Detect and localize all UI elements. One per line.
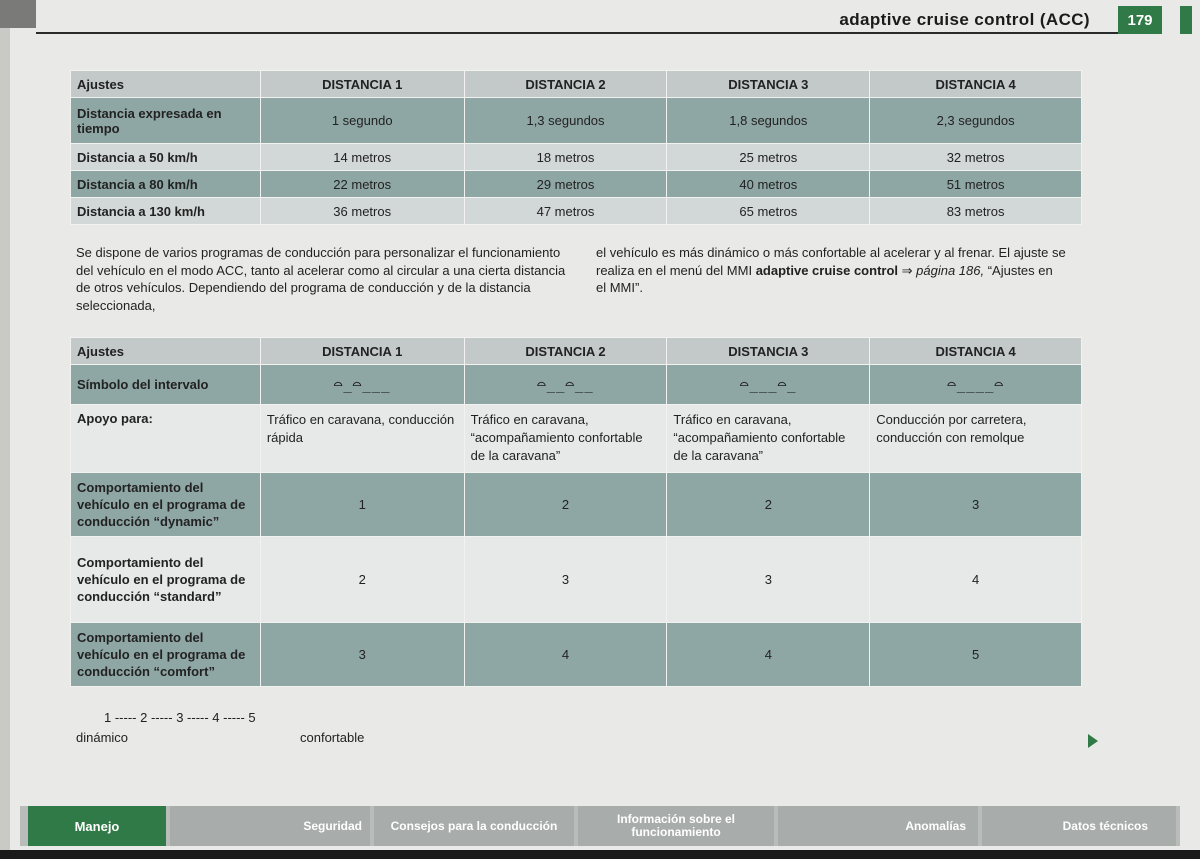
table-row [71,365,1082,405]
next-page-arrow-icon[interactable] [1088,734,1098,748]
intro-paragraph-right [596,244,1066,297]
table-cell: 14 metros [260,144,464,171]
table-cell: 65 metros [667,198,870,225]
table-cell: 3 [870,473,1082,537]
table-cell: 83 metros [870,198,1082,225]
page-edge [0,0,10,859]
row-label: Distancia expresada en tiempo [71,98,261,144]
interval-symbol-icon: ⌓_⌓___ [333,376,391,393]
nav-tab-anomalias[interactable]: Anomalías [778,806,978,846]
table-header-cell: DISTANCIA 3 [667,338,870,365]
table-cell: Conducción por carretera, conducción con remolque [870,405,1082,473]
table-cell: 1,3 segundos [464,98,667,144]
table-cell: 4 [870,537,1082,623]
page-reference-link[interactable]: página 186, [916,262,985,278]
row-label: Distancia a 130 km/h [71,198,261,225]
paragraph-text: el vehículo es más dinámico o más confortable al acelerar y al frenar. El ajuste se realiza en el menú del MMI [596,245,1066,278]
table-cell: 36 metros [260,198,464,225]
row-label: Comportamiento del vehículo en el programa de conducción “comfort” [71,623,261,687]
table-cell: 1,8 segundos [667,98,870,144]
bottom-edge [0,850,1200,859]
table-header-cell: Ajustes [71,71,261,98]
table-header-cell: DISTANCIA 4 [870,338,1082,365]
row-label: Distancia a 50 km/h [71,144,261,171]
scale-line: 1 ----- 2 ----- 3 ----- 4 ----- 5 [104,710,256,725]
table-row [71,171,1082,198]
table-cell: 32 metros [870,144,1082,171]
table-header-cell: DISTANCIA 1 [260,71,464,98]
table-cell: 2 [464,473,667,537]
table-cell: 47 metros [464,198,667,225]
table-header-cell: DISTANCIA 2 [464,71,667,98]
nav-tab-consejos[interactable]: Consejos para la conducción [374,806,574,846]
row-label: Comportamiento del vehículo en el programa de conducción “standard” [71,537,261,623]
table-cell: 3 [464,537,667,623]
nav-tab-manejo[interactable]: Manejo [28,806,166,846]
table-row [71,198,1082,225]
interval-symbol-icon: ⌓____⌓ [947,376,1004,393]
table-header-cell: DISTANCIA 2 [464,338,667,365]
table-cell: 1 segundo [260,98,464,144]
paragraph-bold-term: adaptive cruise control [755,262,899,278]
table-row [71,405,1082,473]
scale-left-label: dinámico [76,730,129,745]
table-cell: 3 [260,623,464,687]
table-cell: 18 metros [464,144,667,171]
driving-program-table [70,337,1082,687]
table-header-cell: DISTANCIA 1 [260,338,464,365]
page-header-title: adaptive cruise control (ACC) [839,10,1090,29]
table-cell: 51 metros [870,171,1082,198]
table-cell: 29 metros [464,171,667,198]
table-cell: 40 metros [667,171,870,198]
scale-right-label: confortable [300,730,365,745]
table-header-cell: Ajustes [71,338,261,365]
paragraph-arrow: ⇒ [898,262,917,278]
interval-symbol-icon: ⌓___⌓_ [740,376,797,393]
page-tab-marker [1180,6,1192,34]
table-row [71,473,1082,537]
table-cell: Tráfico en caravana, “acompañamiento confortable de la caravana” [464,405,667,473]
table-cell: 2,3 segundos [870,98,1082,144]
table-cell: 2 [260,537,464,623]
nav-tab-datos-tecnicos[interactable]: Datos técnicos [982,806,1176,846]
table-cell: 4 [667,623,870,687]
table-cell: 2 [667,473,870,537]
header-rule [36,32,1118,34]
table-row [71,623,1082,687]
corner-mark [0,0,36,28]
table-cell: 1 [260,473,464,537]
nav-tab-seguridad[interactable]: Seguridad [170,806,370,846]
table-cell: 3 [667,537,870,623]
nav-tab-informacion[interactable]: Información sobre el funcionamiento [578,806,774,846]
row-label: Distancia a 80 km/h [71,171,261,198]
interval-symbol-icon: ⌓__⌓__ [537,376,594,393]
row-label: Apoyo para: [71,405,261,473]
table-header-cell: DISTANCIA 4 [870,71,1082,98]
table-row [71,144,1082,171]
row-label: Símbolo del intervalo [71,365,261,405]
table-row [71,98,1082,144]
table-cell: 25 metros [667,144,870,171]
row-label: Comportamiento del vehículo en el programa de conducción “dynamic” [71,473,261,537]
page-number: 179 [1118,6,1162,34]
scale-legend [76,730,396,745]
table-cell: 4 [464,623,667,687]
distance-settings-table [70,70,1082,225]
intro-paragraph-left: Se dispone de varios programas de conducción para personalizar el funcionamiento del vehículo en el modo ACC, tanto al acelerar como al circular a una cierta distancia de otros vehículos. Dependiendo del programa de conducción y de la distancia seleccionada, [76,245,566,313]
table-cell: 5 [870,623,1082,687]
table-header-cell: DISTANCIA 3 [667,71,870,98]
table-cell: Tráfico en caravana, “acompañamiento confortable de la caravana” [667,405,870,473]
paragraph-text: “Ajustes en el MMI”. [596,262,1053,295]
table-cell: 22 metros [260,171,464,198]
table-row [71,537,1082,623]
table-cell: Tráfico en caravana, conducción rápida [260,405,464,473]
